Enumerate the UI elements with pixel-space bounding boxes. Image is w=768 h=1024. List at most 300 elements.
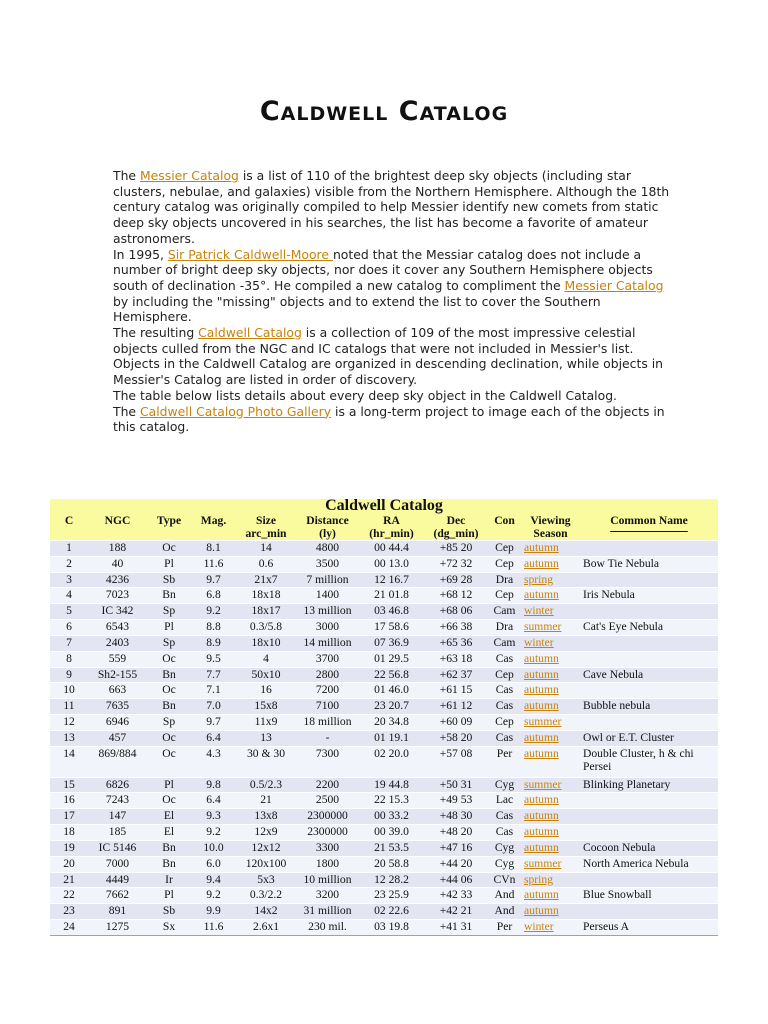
season-link[interactable]: summer <box>524 856 562 870</box>
cell-distance: 10 million <box>296 872 359 888</box>
cell-common-name: Cat's Eye Nebula <box>580 620 718 636</box>
cell-distance: 13 million <box>296 604 359 620</box>
table-row <box>50 683 718 699</box>
season-link[interactable]: autumn <box>524 540 559 554</box>
table-row <box>50 588 718 604</box>
cell-ra: 19 44.8 <box>359 777 424 793</box>
cell-mag: 9.4 <box>191 872 236 888</box>
cell-ra: 00 44.4 <box>359 540 424 556</box>
cell-distance: 7200 <box>296 683 359 699</box>
table-row <box>50 651 718 667</box>
season-link[interactable]: autumn <box>524 904 559 918</box>
cell-ra: 01 19.1 <box>359 730 424 746</box>
season-link[interactable]: spring <box>524 572 553 586</box>
season-link[interactable]: winter <box>524 635 554 649</box>
header-dec-line2: (dg_min) <box>433 526 479 540</box>
season-link[interactable]: autumn <box>524 888 559 902</box>
cell-common-name: Double Cluster, h & chi Persei <box>580 746 718 777</box>
table-row <box>50 888 718 904</box>
caldwell-moore-link[interactable]: Sir Patrick Caldwell-Moore <box>167 246 333 262</box>
cell-distance: 7100 <box>296 699 359 715</box>
cell-c: 2 <box>50 556 88 572</box>
table-caption-row <box>50 499 718 514</box>
cell-mag: 9.7 <box>191 572 236 588</box>
cell-type: El <box>147 809 191 825</box>
cell-con: Cas <box>488 683 521 699</box>
cell-ra: 02 22.6 <box>359 904 424 920</box>
intro-text-span: by including the "missing" objects and to extend the list to cover the Southern Hemisphere. <box>113 293 601 325</box>
caldwell-table <box>50 499 718 935</box>
cell-c: 1 <box>50 540 88 556</box>
cell-distance: 3300 <box>296 840 359 856</box>
cell-type: Sb <box>147 572 191 588</box>
cell-mag: 9.7 <box>191 715 236 731</box>
cell-size: 18x17 <box>236 604 296 620</box>
cell-size: 12x12 <box>236 840 296 856</box>
cell-ngc: 6946 <box>88 715 147 731</box>
cell-c: 9 <box>50 667 88 683</box>
cell-distance: 31 million <box>296 904 359 920</box>
cell-c: 10 <box>50 683 88 699</box>
cell-mag: 6.4 <box>191 730 236 746</box>
season-link[interactable]: winter <box>524 920 554 934</box>
intro-text <box>113 168 673 435</box>
cell-size: 5x3 <box>236 872 296 888</box>
cell-season <box>521 683 580 699</box>
cell-type: Pl <box>147 556 191 572</box>
intro-paragraph-1 <box>113 168 673 247</box>
table-caption: Caldwell Catalog <box>50 499 718 514</box>
cell-distance: - <box>296 730 359 746</box>
cell-c: 3 <box>50 572 88 588</box>
cell-ngc: 185 <box>88 825 147 841</box>
cell-common-name: Bubble nebula <box>580 699 718 715</box>
cell-ra: 20 34.8 <box>359 715 424 731</box>
header-distance-line1: Distance <box>306 513 349 527</box>
cell-mag: 6.8 <box>191 588 236 604</box>
cell-season <box>521 746 580 777</box>
cell-dec: +44 20 <box>424 856 488 872</box>
cell-season <box>521 888 580 904</box>
header-common-name: Common Name <box>580 514 718 541</box>
cell-ngc: 4236 <box>88 572 147 588</box>
intro-text-span: is a collection of 109 of the most impressive celestial objects culled from the NGC and IC catalogs that were not included in Messier's list. Objects in the Caldwell Catalog are organized in descending declination, while objects in Messier's Catalog are listed in order of discovery. <box>113 325 664 388</box>
cell-con: And <box>488 904 521 920</box>
caldwell-catalog-link[interactable]: Caldwell Catalog <box>198 325 302 341</box>
cell-dec: +47 16 <box>424 840 488 856</box>
cell-season <box>521 840 580 856</box>
cell-season <box>521 572 580 588</box>
cell-dec: +48 20 <box>424 825 488 841</box>
cell-size: 4 <box>236 651 296 667</box>
cell-ra: 00 39.0 <box>359 825 424 841</box>
cell-c: 4 <box>50 588 88 604</box>
intro-paragraph-3 <box>113 325 673 388</box>
cell-type: Oc <box>147 793 191 809</box>
table-row <box>50 777 718 793</box>
cell-common-name <box>580 540 718 556</box>
table-row <box>50 825 718 841</box>
cell-ra: 21 01.8 <box>359 588 424 604</box>
header-size <box>236 514 296 541</box>
table-row <box>50 730 718 746</box>
cell-c: 17 <box>50 809 88 825</box>
cell-c: 19 <box>50 840 88 856</box>
cell-ra: 12 16.7 <box>359 572 424 588</box>
cell-ngc: 7662 <box>88 888 147 904</box>
cell-season <box>521 620 580 636</box>
cell-ra: 02 20.0 <box>359 746 424 777</box>
cell-mag: 11.6 <box>191 556 236 572</box>
cell-season <box>521 809 580 825</box>
season-link[interactable]: spring <box>524 872 553 886</box>
cell-distance: 3000 <box>296 620 359 636</box>
header-distance <box>296 514 359 541</box>
cell-type: Oc <box>147 746 191 777</box>
cell-ra: 20 58.8 <box>359 856 424 872</box>
cell-season <box>521 825 580 841</box>
header-size-line1: Size <box>256 513 276 527</box>
cell-con: Lac <box>488 793 521 809</box>
cell-dec: +57 08 <box>424 746 488 777</box>
cell-common-name: Perseus A <box>580 920 718 935</box>
cell-size: 15x8 <box>236 699 296 715</box>
cell-type: Oc <box>147 540 191 556</box>
cell-distance: 7300 <box>296 746 359 777</box>
cell-type: El <box>147 825 191 841</box>
cell-size: 13 <box>236 730 296 746</box>
cell-con: Cep <box>488 556 521 572</box>
header-distance-line2: (ly) <box>319 526 336 540</box>
cell-season <box>521 856 580 872</box>
cell-common-name: Blinking Planetary <box>580 777 718 793</box>
intro-text-span: The resulting <box>113 325 199 341</box>
season-link[interactable]: autumn <box>524 556 559 570</box>
cell-distance: 14 million <box>296 635 359 651</box>
cell-dec: +61 15 <box>424 683 488 699</box>
table-row <box>50 620 718 636</box>
cell-mag: 8.1 <box>191 540 236 556</box>
cell-common-name <box>580 793 718 809</box>
cell-dec: +72 32 <box>424 556 488 572</box>
cell-season <box>521 730 580 746</box>
cell-ngc: 7243 <box>88 793 147 809</box>
cell-ra: 07 36.9 <box>359 635 424 651</box>
cell-con: Dra <box>488 620 521 636</box>
cell-season <box>521 715 580 731</box>
cell-type: Oc <box>147 683 191 699</box>
intro-paragraph-2 <box>113 247 673 326</box>
photo-gallery-link[interactable]: Caldwell Catalog Photo Gallery <box>139 403 332 419</box>
cell-mag: 8.8 <box>191 620 236 636</box>
header-dec-line1: Dec <box>446 513 466 527</box>
cell-distance: 2300000 <box>296 809 359 825</box>
cell-c: 16 <box>50 793 88 809</box>
cell-con: Per <box>488 746 521 777</box>
table-row <box>50 793 718 809</box>
cell-size: 0.6 <box>236 556 296 572</box>
cell-mag: 9.2 <box>191 888 236 904</box>
cell-ngc: 1275 <box>88 920 147 935</box>
cell-ngc: 147 <box>88 809 147 825</box>
cell-distance: 1800 <box>296 856 359 872</box>
cell-mag: 6.0 <box>191 856 236 872</box>
cell-c: 8 <box>50 651 88 667</box>
season-link[interactable]: autumn <box>524 825 559 839</box>
cell-size: 11x9 <box>236 715 296 731</box>
cell-dec: +49 53 <box>424 793 488 809</box>
cell-ngc: IC 5146 <box>88 840 147 856</box>
cell-dec: +42 33 <box>424 888 488 904</box>
cell-common-name <box>580 572 718 588</box>
cell-dec: +68 12 <box>424 588 488 604</box>
caldwell-table-container <box>50 499 718 936</box>
cell-dec: +85 20 <box>424 540 488 556</box>
cell-dec: +62 37 <box>424 667 488 683</box>
table-row <box>50 667 718 683</box>
cell-mag: 7.0 <box>191 699 236 715</box>
messier-catalog-link-2[interactable]: Messier Catalog <box>564 277 664 293</box>
cell-common-name <box>580 904 718 920</box>
cell-common-name <box>580 825 718 841</box>
cell-dec: +69 28 <box>424 572 488 588</box>
cell-distance: 230 mil. <box>296 920 359 935</box>
cell-mag: 6.4 <box>191 793 236 809</box>
cell-common-name <box>580 872 718 888</box>
cell-size: 0.3/2.2 <box>236 888 296 904</box>
cell-size: 14x2 <box>236 904 296 920</box>
cell-distance: 7 million <box>296 572 359 588</box>
cell-c: 15 <box>50 777 88 793</box>
cell-common-name <box>580 683 718 699</box>
cell-con: CVn <box>488 872 521 888</box>
table-row <box>50 540 718 556</box>
table-row <box>50 715 718 731</box>
cell-c: 12 <box>50 715 88 731</box>
cell-size: 12x9 <box>236 825 296 841</box>
season-link[interactable]: autumn <box>524 840 559 854</box>
cell-ngc: 7023 <box>88 588 147 604</box>
header-season <box>521 514 580 541</box>
cell-season <box>521 651 580 667</box>
cell-ngc: 559 <box>88 651 147 667</box>
cell-ra: 01 29.5 <box>359 651 424 667</box>
cell-distance: 4800 <box>296 540 359 556</box>
messier-catalog-link[interactable]: Messier Catalog <box>139 168 239 183</box>
cell-con: Cyg <box>488 840 521 856</box>
table-row <box>50 856 718 872</box>
cell-ra: 03 46.8 <box>359 604 424 620</box>
cell-type: Bn <box>147 588 191 604</box>
intro-paragraph-5 <box>113 404 673 435</box>
header-season-line2: Season <box>533 526 568 540</box>
season-link[interactable]: autumn <box>524 588 559 602</box>
cell-ngc: 869/884 <box>88 746 147 777</box>
cell-c: 24 <box>50 920 88 935</box>
cell-ra: 01 46.0 <box>359 683 424 699</box>
cell-con: Dra <box>488 572 521 588</box>
cell-season <box>521 604 580 620</box>
cell-dec: +41 31 <box>424 920 488 935</box>
season-link[interactable]: summer <box>524 715 562 729</box>
table-header-row <box>50 514 718 541</box>
intro-text-span: The <box>113 403 140 419</box>
cell-common-name: Cave Nebula <box>580 667 718 683</box>
cell-common-name: Blue Snowball <box>580 888 718 904</box>
cell-con: Per <box>488 920 521 935</box>
cell-dec: +65 36 <box>424 635 488 651</box>
cell-distance: 1400 <box>296 588 359 604</box>
cell-size: 2.6x1 <box>236 920 296 935</box>
cell-ra: 23 25.9 <box>359 888 424 904</box>
cell-type: Pl <box>147 620 191 636</box>
cell-c: 22 <box>50 888 88 904</box>
cell-ngc: 663 <box>88 683 147 699</box>
table-row <box>50 904 718 920</box>
cell-dec: +68 06 <box>424 604 488 620</box>
cell-type: Sp <box>147 604 191 620</box>
header-size-line2: arc_min <box>245 526 287 540</box>
table-row <box>50 920 718 935</box>
season-link[interactable]: autumn <box>524 683 559 697</box>
cell-season <box>521 588 580 604</box>
table-row <box>50 572 718 588</box>
cell-common-name: Bow Tie Nebula <box>580 556 718 572</box>
cell-ra: 22 15.3 <box>359 793 424 809</box>
season-link[interactable]: summer <box>524 777 562 791</box>
header-ra-line2: (hr_min) <box>369 526 414 540</box>
cell-dec: +66 38 <box>424 620 488 636</box>
cell-con: Cep <box>488 540 521 556</box>
season-link[interactable]: autumn <box>524 651 559 665</box>
cell-type: Sb <box>147 904 191 920</box>
table-body <box>50 540 718 935</box>
table-bottom-rule <box>50 935 718 936</box>
header-dec <box>424 514 488 541</box>
cell-season <box>521 872 580 888</box>
season-link[interactable]: autumn <box>524 667 559 681</box>
season-link[interactable]: autumn <box>524 730 559 744</box>
cell-ngc: 4449 <box>88 872 147 888</box>
cell-type: Bn <box>147 699 191 715</box>
header-ra <box>359 514 424 541</box>
cell-season <box>521 635 580 651</box>
cell-type: Sx <box>147 920 191 935</box>
cell-ngc: 2403 <box>88 635 147 651</box>
cell-type: Ir <box>147 872 191 888</box>
cell-con: Cas <box>488 651 521 667</box>
cell-common-name <box>580 809 718 825</box>
table-row <box>50 604 718 620</box>
cell-size: 18x10 <box>236 635 296 651</box>
cell-c: 18 <box>50 825 88 841</box>
intro-paragraph-4 <box>113 388 673 404</box>
cell-distance: 2800 <box>296 667 359 683</box>
cell-ra: 03 19.8 <box>359 920 424 935</box>
cell-dec: +63 18 <box>424 651 488 667</box>
cell-size: 21x7 <box>236 572 296 588</box>
cell-c: 14 <box>50 746 88 777</box>
season-link[interactable]: autumn <box>524 746 559 760</box>
cell-season <box>521 793 580 809</box>
season-link[interactable]: autumn <box>524 793 559 807</box>
cell-mag: 7.1 <box>191 683 236 699</box>
cell-dec: +44 06 <box>424 872 488 888</box>
header-con: Con <box>488 514 521 541</box>
cell-con: And <box>488 888 521 904</box>
cell-ngc: 7000 <box>88 856 147 872</box>
cell-con: Cas <box>488 809 521 825</box>
cell-con: Cep <box>488 715 521 731</box>
cell-common-name <box>580 715 718 731</box>
table-row <box>50 840 718 856</box>
cell-c: 6 <box>50 620 88 636</box>
header-mag: Mag. <box>191 514 236 541</box>
cell-distance: 2500 <box>296 793 359 809</box>
cell-size: 120x100 <box>236 856 296 872</box>
table-row <box>50 556 718 572</box>
season-link[interactable]: autumn <box>524 809 559 823</box>
cell-mag: 10.0 <box>191 840 236 856</box>
cell-con: Cyg <box>488 777 521 793</box>
cell-common-name <box>580 651 718 667</box>
cell-con: Cep <box>488 667 521 683</box>
cell-distance: 3200 <box>296 888 359 904</box>
cell-size: 14 <box>236 540 296 556</box>
cell-con: Cas <box>488 699 521 715</box>
cell-distance: 3700 <box>296 651 359 667</box>
cell-size: 0.3/5.8 <box>236 620 296 636</box>
season-link[interactable]: autumn <box>524 699 559 713</box>
table-row <box>50 699 718 715</box>
cell-mag: 9.9 <box>191 904 236 920</box>
cell-distance: 2300000 <box>296 825 359 841</box>
cell-size: 18x18 <box>236 588 296 604</box>
cell-mag: 8.9 <box>191 635 236 651</box>
cell-c: 11 <box>50 699 88 715</box>
cell-common-name: Cocoon Nebula <box>580 840 718 856</box>
cell-size: 16 <box>236 683 296 699</box>
cell-ra: 22 56.8 <box>359 667 424 683</box>
cell-ra: 00 33.2 <box>359 809 424 825</box>
cell-ngc: 6543 <box>88 620 147 636</box>
cell-con: Cep <box>488 588 521 604</box>
cell-ngc: 6826 <box>88 777 147 793</box>
cell-con: Cam <box>488 635 521 651</box>
cell-ngc: 40 <box>88 556 147 572</box>
cell-mag: 9.8 <box>191 777 236 793</box>
intro-text-span: is a long-term project to image each of the objects in this catalog. <box>113 403 665 435</box>
cell-distance: 2200 <box>296 777 359 793</box>
cell-con: Cyg <box>488 856 521 872</box>
cell-season <box>521 556 580 572</box>
cell-mag: 9.5 <box>191 651 236 667</box>
season-link[interactable]: winter <box>524 604 554 618</box>
cell-mag: 9.2 <box>191 825 236 841</box>
intro-text-span: is a list of 110 of the brightest deep sky objects (including star clusters, nebulae, and galaxies) visible from the Northern Hemisphere. Although the 18th century catalog was originally compiled to help Messier identify new comets from static deep sky objects uncovered in his searches, the list has become a favorite of amateur astronomers. <box>113 168 670 246</box>
table-row <box>50 746 718 777</box>
season-link[interactable]: summer <box>524 620 562 634</box>
cell-con: Cam <box>488 604 521 620</box>
cell-season <box>521 920 580 935</box>
cell-size: 30 & 30 <box>236 746 296 777</box>
cell-distance: 18 million <box>296 715 359 731</box>
cell-type: Sp <box>147 715 191 731</box>
cell-type: Bn <box>147 840 191 856</box>
cell-mag: 9.3 <box>191 809 236 825</box>
cell-dec: +50 31 <box>424 777 488 793</box>
cell-c: 20 <box>50 856 88 872</box>
